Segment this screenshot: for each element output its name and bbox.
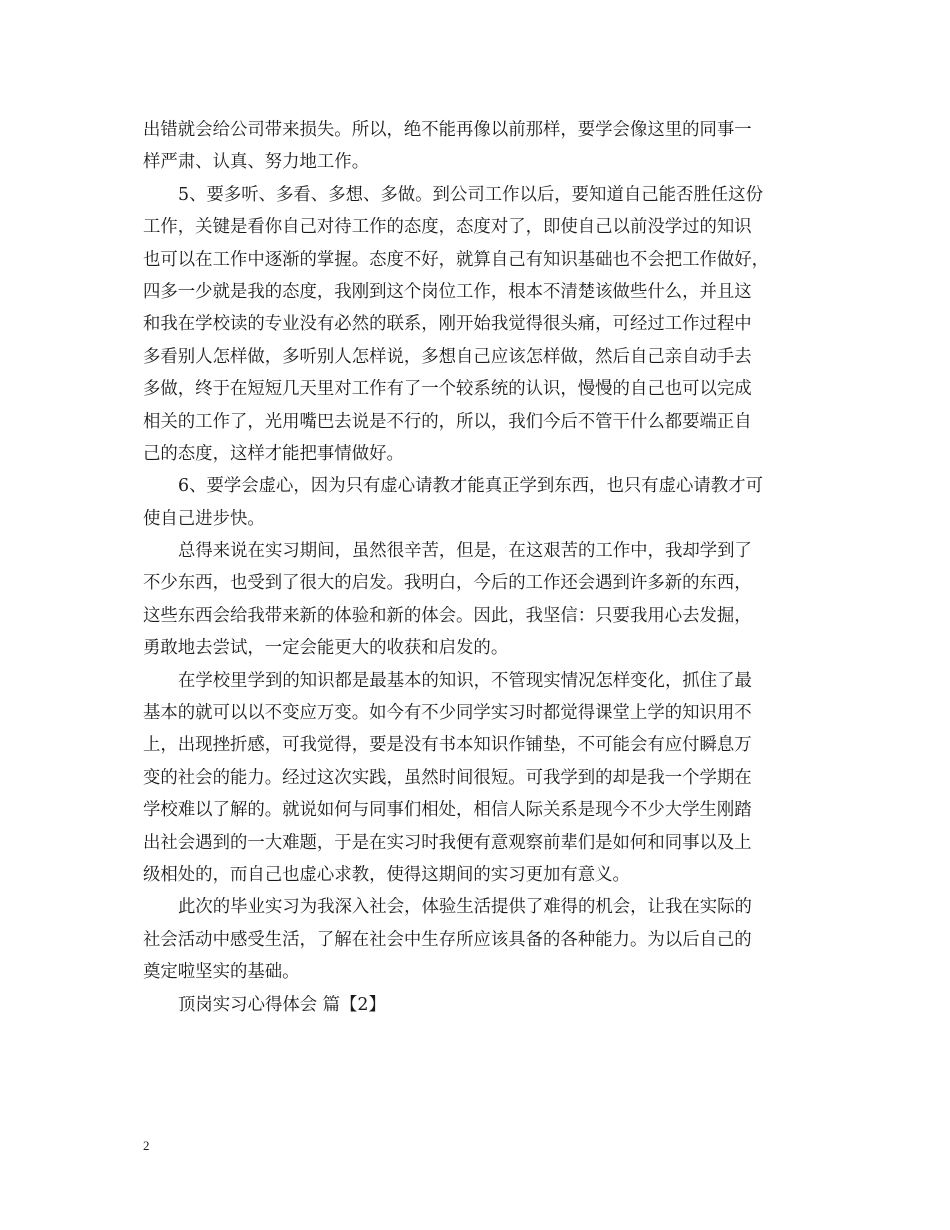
text-line: 上，出现挫折感，可我觉得，要是没有书本知识作铺垫，不可能会有应付瞬息万 [143, 735, 752, 756]
text-line: 5、要多听、多看、多想、多做。到公司工作以后，要知道自己能否胜任这份 [178, 184, 763, 205]
text-line: 学校难以了解的。就说如何与同事们相处，相信人际关系是现今不少大学生刚踏 [143, 800, 752, 821]
section-heading: 顶岗实习心得体会 篇【2】 [178, 994, 386, 1015]
text-line: 己的态度，这样才能把事情做好。 [143, 443, 404, 464]
text-line: 出错就会给公司带来损失。所以，绝不能再像以前那样，要学会像这里的同事一 [143, 120, 752, 140]
text-line: 出社会遇到的一大难题，于是在实习时我便有意观察前辈们是如何和同事以及上 [143, 832, 752, 853]
text-line: 相关的工作了，光用嘴巴去说是不行的，所以，我们今后不管干什么都要端正自 [143, 411, 752, 432]
text-line: 四多一少就是我的态度，我刚到这个岗位工作，根本不清楚该做些什么，并且这 [143, 281, 752, 302]
page-number: 2 [143, 1138, 150, 1153]
text-line: 勇敢地去尝试，一定会能更大的收获和启发的。 [143, 638, 509, 659]
text-line: 使自己进步快。 [143, 508, 265, 529]
text-line: 基本的就可以以不变应万变。如今有不少同学实习时都觉得课堂上学的知识用不 [143, 703, 752, 724]
text-line: 级相处的，而自己也虚心求教，使得这期间的实习更加有意义。 [143, 864, 630, 885]
text-line: 奠定啦坚实的基础。 [143, 962, 300, 983]
text-line: 此次的毕业实习为我深入社会，体验生活提供了难得的机会，让我在实际的 [178, 897, 752, 918]
text-line: 6、要学会虚心，因为只有虚心请教才能真正学到东西，也只有虚心请教才可 [178, 476, 763, 497]
text-line: 多做，终于在短短几天里对工作有了一个较系统的认识，慢慢的自己也可以完成 [143, 379, 752, 400]
text-line: 总得来说在实习期间，虽然很辛苦，但是，在这艰苦的工作中，我却学到了 [178, 541, 752, 562]
text-line: 不少东西，也受到了很大的启发。我明白，今后的工作还会遇到许多新的东西， [143, 573, 752, 594]
text-line: 工作，关键是看你自己对待工作的态度，态度对了，即使自己以前没学过的知识 [143, 217, 752, 238]
text-line: 和我在学校读的专业没有必然的联系，刚开始我觉得很头痛，可经过工作过程中 [143, 314, 752, 335]
text-line: 多看别人怎样做，多听别人怎样说，多想自己应该怎样做，然后自己亲自动手去 [143, 346, 752, 367]
text-line: 这些东西会给我带来新的体验和新的体会。因此，我坚信：只要我用心去发掘， [143, 605, 752, 626]
text-line: 也可以在工作中逐渐的掌握。态度不好，就算自己有知识基础也不会把工作做好， [143, 249, 770, 270]
text-line: 变的社会的能力。经过这次实践，虽然时间很短。可我学到的却是我一个学期在 [143, 767, 752, 788]
text-line: 在学校里学到的知识都是最基本的知识，不管现实情况怎样变化，抓住了最 [178, 670, 752, 691]
text-line: 样严肃、认真、努力地工作。 [143, 152, 370, 173]
text-line: 社会活动中感受生活，了解在社会中生存所应该具备的各种能力。为以后自己的 [143, 929, 752, 950]
document-body [143, 114, 813, 1021]
